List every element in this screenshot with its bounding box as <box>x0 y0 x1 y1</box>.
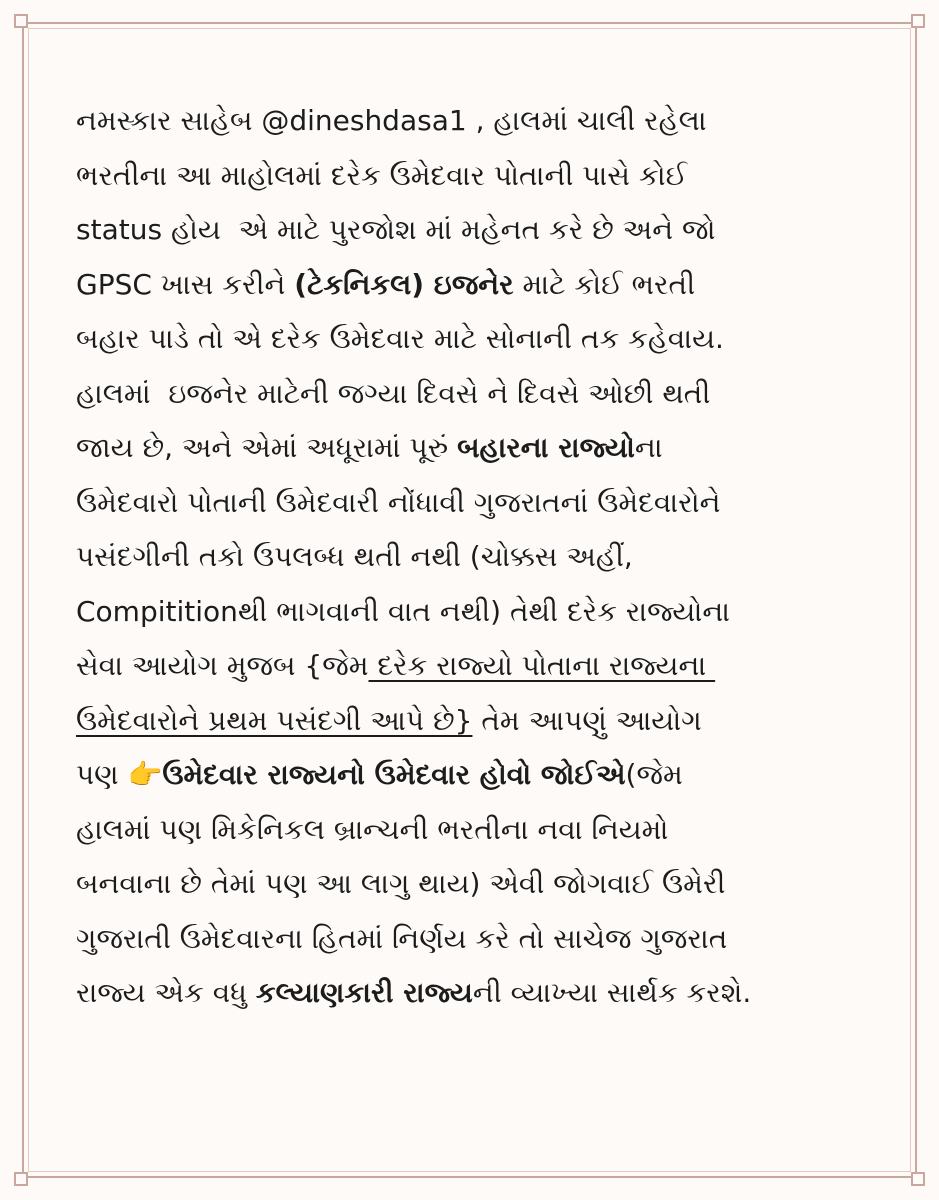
text-line <box>76 803 876 858</box>
text-segment: status હોય એ માટે પુરજોશ માં મહેનત કરે છે અને જો <box>76 213 716 246</box>
text-line <box>76 694 876 749</box>
text-line <box>76 258 876 313</box>
message-body <box>76 94 876 1021</box>
text-segment: ભરતીના આ માહોલમાં દરેક ઉમેદવાર પોતાની પાસે કોઈ <box>76 158 688 192</box>
text-segment: સેવા આયોગ મુજબ {જેમ <box>76 649 369 682</box>
text-line <box>76 530 876 585</box>
text-segment: બહાર પાડે તો એ દરેક ઉમેદવાર માટે સોનાની તક કહેવાય. <box>76 322 724 355</box>
text-line <box>76 639 876 694</box>
pointing-hand-icon: 👉 <box>127 758 163 791</box>
text-line <box>76 966 876 1021</box>
text-segment: પસંદગીની તકો ઉપલબ્ધ થતી નથી (ચોક્કસ અહીં, <box>76 540 633 573</box>
text-line <box>76 312 876 367</box>
text-segment: માટે કોઈ ભરતી <box>513 267 696 301</box>
text-segment: (જેમ <box>625 758 683 791</box>
bold-text: (ટેકનિકલ) ઇજનેર <box>294 267 514 301</box>
text-segment: હાલમાં પણ મિકેનિકલ બ્રાન્ચની ભરતીના નવા નિયમો <box>76 812 669 846</box>
text-line <box>76 367 876 422</box>
bold-text: કલ્યાણકારી રાજ્ય <box>255 976 473 1009</box>
underlined-text: દરેક રાજ્યો પોતાના રાજ્યના <box>368 649 716 682</box>
text-line <box>76 203 876 258</box>
text-segment: રાજ્ય એક વધુ <box>76 976 256 1009</box>
text-segment: ઉમેદવારો પોતાની ઉમેદવારી નોંધાવી ગુજરાતનાં ઉમેદવારોને <box>76 485 721 519</box>
text-segment: Compititionથી ભાગવાની વાત નથી) તેથી દરેક રાજ્યોના <box>76 594 731 628</box>
text-line <box>76 857 876 912</box>
bold-text: ઉમેદવાર રાજ્યનો ઉમેદવાર હોવો જોઈએ <box>162 758 626 791</box>
text-line <box>76 94 876 149</box>
text-line <box>76 476 876 531</box>
text-line <box>76 912 876 967</box>
text-segment: નમસ્કાર સાહેબ @dineshdasa1 , હાલમાં ચાલી રહેલા <box>76 104 707 137</box>
text-line <box>76 748 876 803</box>
text-segment: ના <box>634 431 663 464</box>
text-segment: ગુજરાતી ઉમેદવારના હિતમાં નિર્ણય કરે તો સાચેજ ગુજરાત <box>76 921 728 955</box>
text-segment: બનવાના છે તેમાં પણ આ લાગુ થાય) એવી જોગવાઈ ઉમેરી <box>76 867 726 900</box>
text-segment: જાય છે, અને એમાં અધૂરામાં પૂરું <box>76 431 458 464</box>
text-segment: હાલમાં ઇજનેર માટેની જગ્યા દિવસે ને દિવસે ઓછી થતી <box>76 376 711 410</box>
text-segment: ની વ્યાખ્યા સાર્થક કરશે. <box>472 976 752 1009</box>
text-segment: પણ <box>76 758 128 791</box>
text-line <box>76 149 876 204</box>
bold-text: બહારના રાજ્યો <box>457 431 635 464</box>
corner-ornament <box>911 14 925 28</box>
text-line <box>76 585 876 640</box>
underlined-text: ઉમેદવારોને પ્રથમ પસંદગી આપે છે} <box>76 703 473 737</box>
corner-ornament <box>911 1172 925 1186</box>
text-segment: તેમ આપણું આયોગ <box>472 703 702 737</box>
corner-ornament <box>14 1172 28 1186</box>
text-line <box>76 421 876 476</box>
corner-ornament <box>14 14 28 28</box>
text-segment: GPSC ખાસ કરીને <box>76 267 295 301</box>
